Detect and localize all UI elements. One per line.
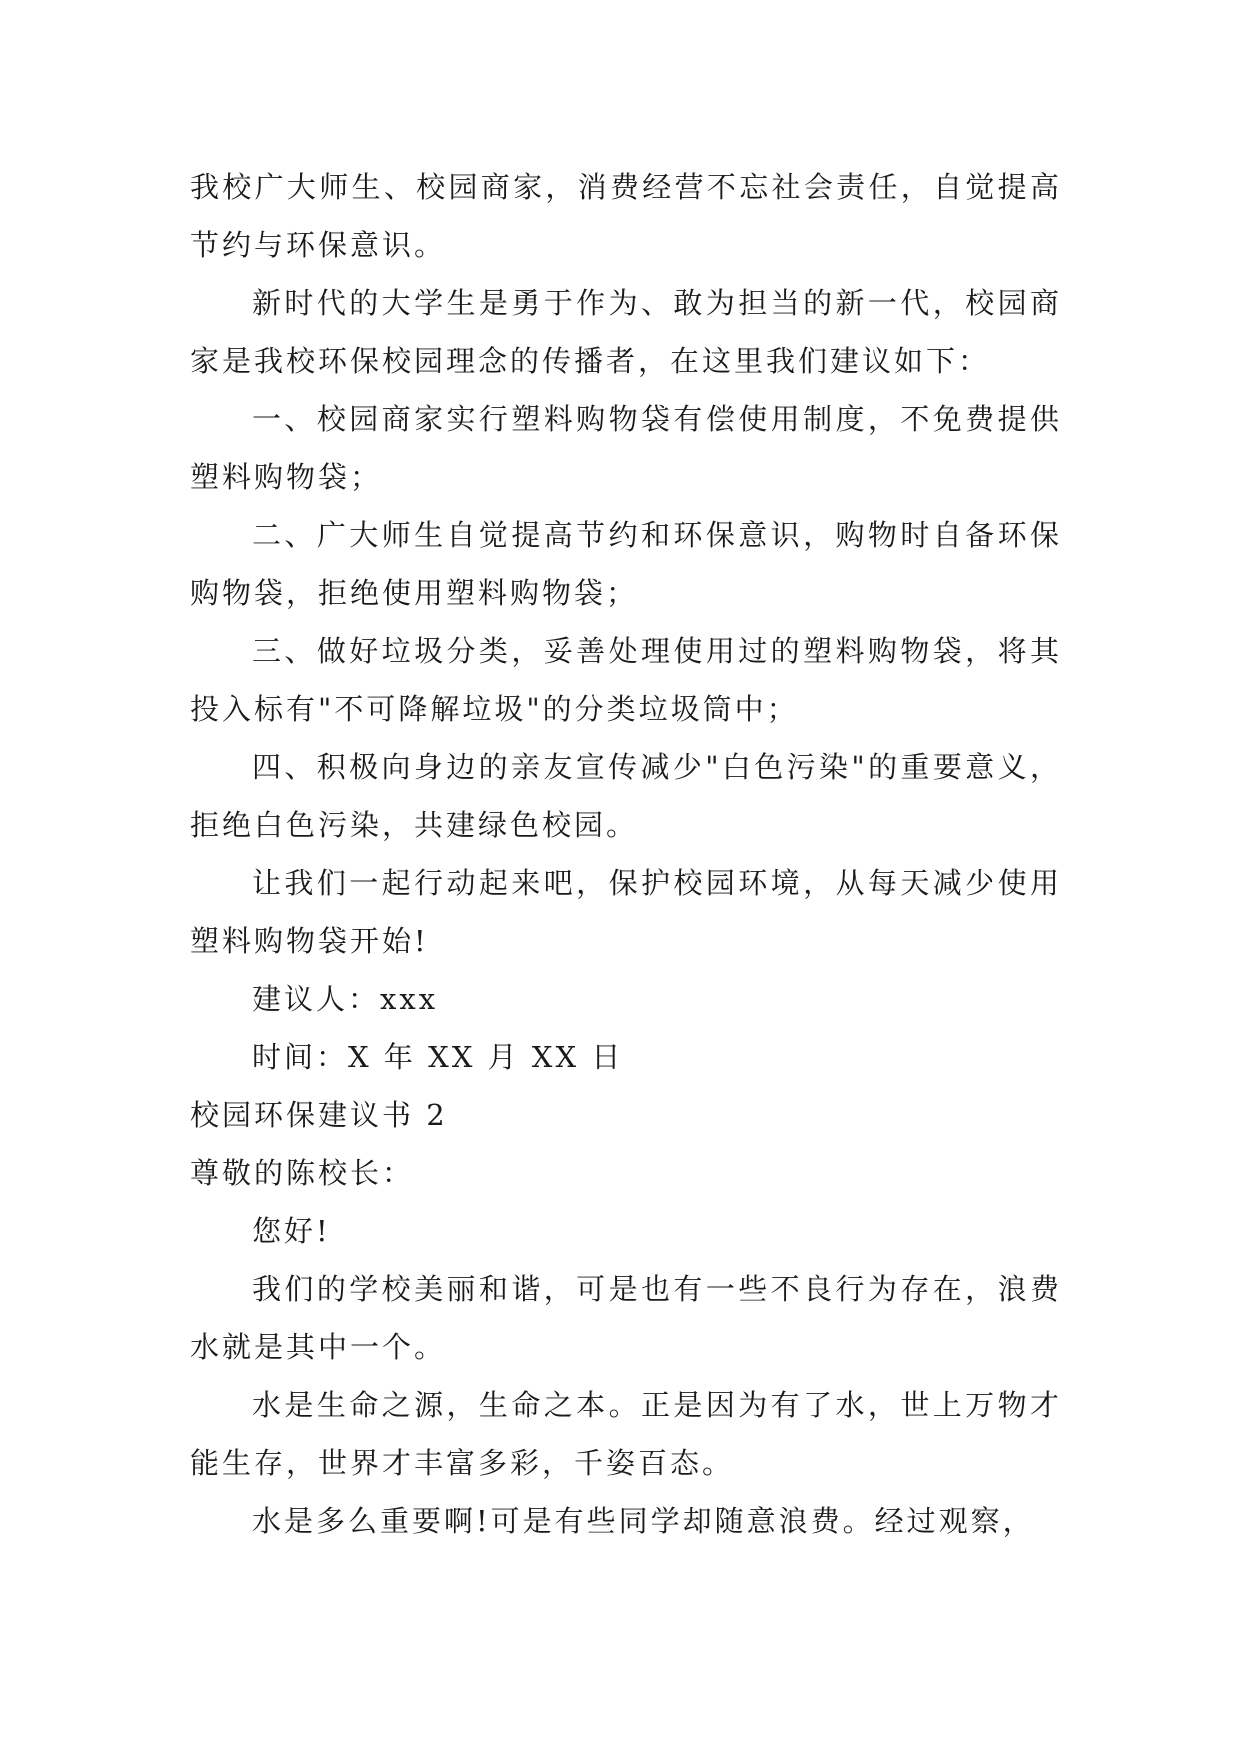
paragraph-suggestion-3: 三、做好垃圾分类，妥善处理使用过的塑料购物袋，将其投入标有"不可降解垃圾"的分类垃圾筒中； (190, 634, 1062, 726)
paragraph-water-importance: 水是多么重要啊!可是有些同学却随意浪费。经过观察， (252, 1504, 1035, 1538)
paragraph-call-to-action: 让我们一起行动起来吧，保护校园环境，从每天减少使用塑料购物袋开始! (190, 866, 1062, 958)
document-body (190, 158, 1062, 1550)
paragraph-suggestion-1: 一、校园商家实行塑料购物袋有偿使用制度，不免费提供塑料购物袋； (190, 402, 1062, 494)
paragraph-intro-continued: 我校广大师生、校园商家，消费经营不忘社会责任，自觉提高节约与环保意识。 (190, 170, 1062, 262)
section-title: 校园环保建议书 2 (190, 1098, 448, 1132)
paragraph-suggestion-4: 四、积极向身边的亲友宣传减少"白色污染"的重要意义，拒绝白色污染，共建绿色校园。 (190, 750, 1062, 842)
paragraph-school-waste: 我们的学校美丽和谐，可是也有一些不良行为存在，浪费水就是其中一个。 (190, 1272, 1062, 1364)
letter-greeting: 您好! (252, 1214, 331, 1248)
letter-salutation: 尊敬的陈校长： (190, 1156, 415, 1190)
signature-date: 时间：X 年 XX 月 XX 日 (252, 1040, 624, 1074)
paragraph-suggestion-2: 二、广大师生自觉提高节约和环保意识，购物时自备环保购物袋，拒绝使用塑料购物袋； (190, 518, 1062, 610)
paragraph-new-era: 新时代的大学生是勇于作为、敢为担当的新一代，校园商家是我校环保校园理念的传播者，在这里我们建议如下： (190, 286, 1062, 378)
paragraph-water-source: 水是生命之源，生命之本。正是因为有了水，世上万物才能生存，世界才丰富多彩，千姿百态。 (190, 1388, 1062, 1480)
signature-proposer: 建议人：xxx (252, 982, 439, 1016)
